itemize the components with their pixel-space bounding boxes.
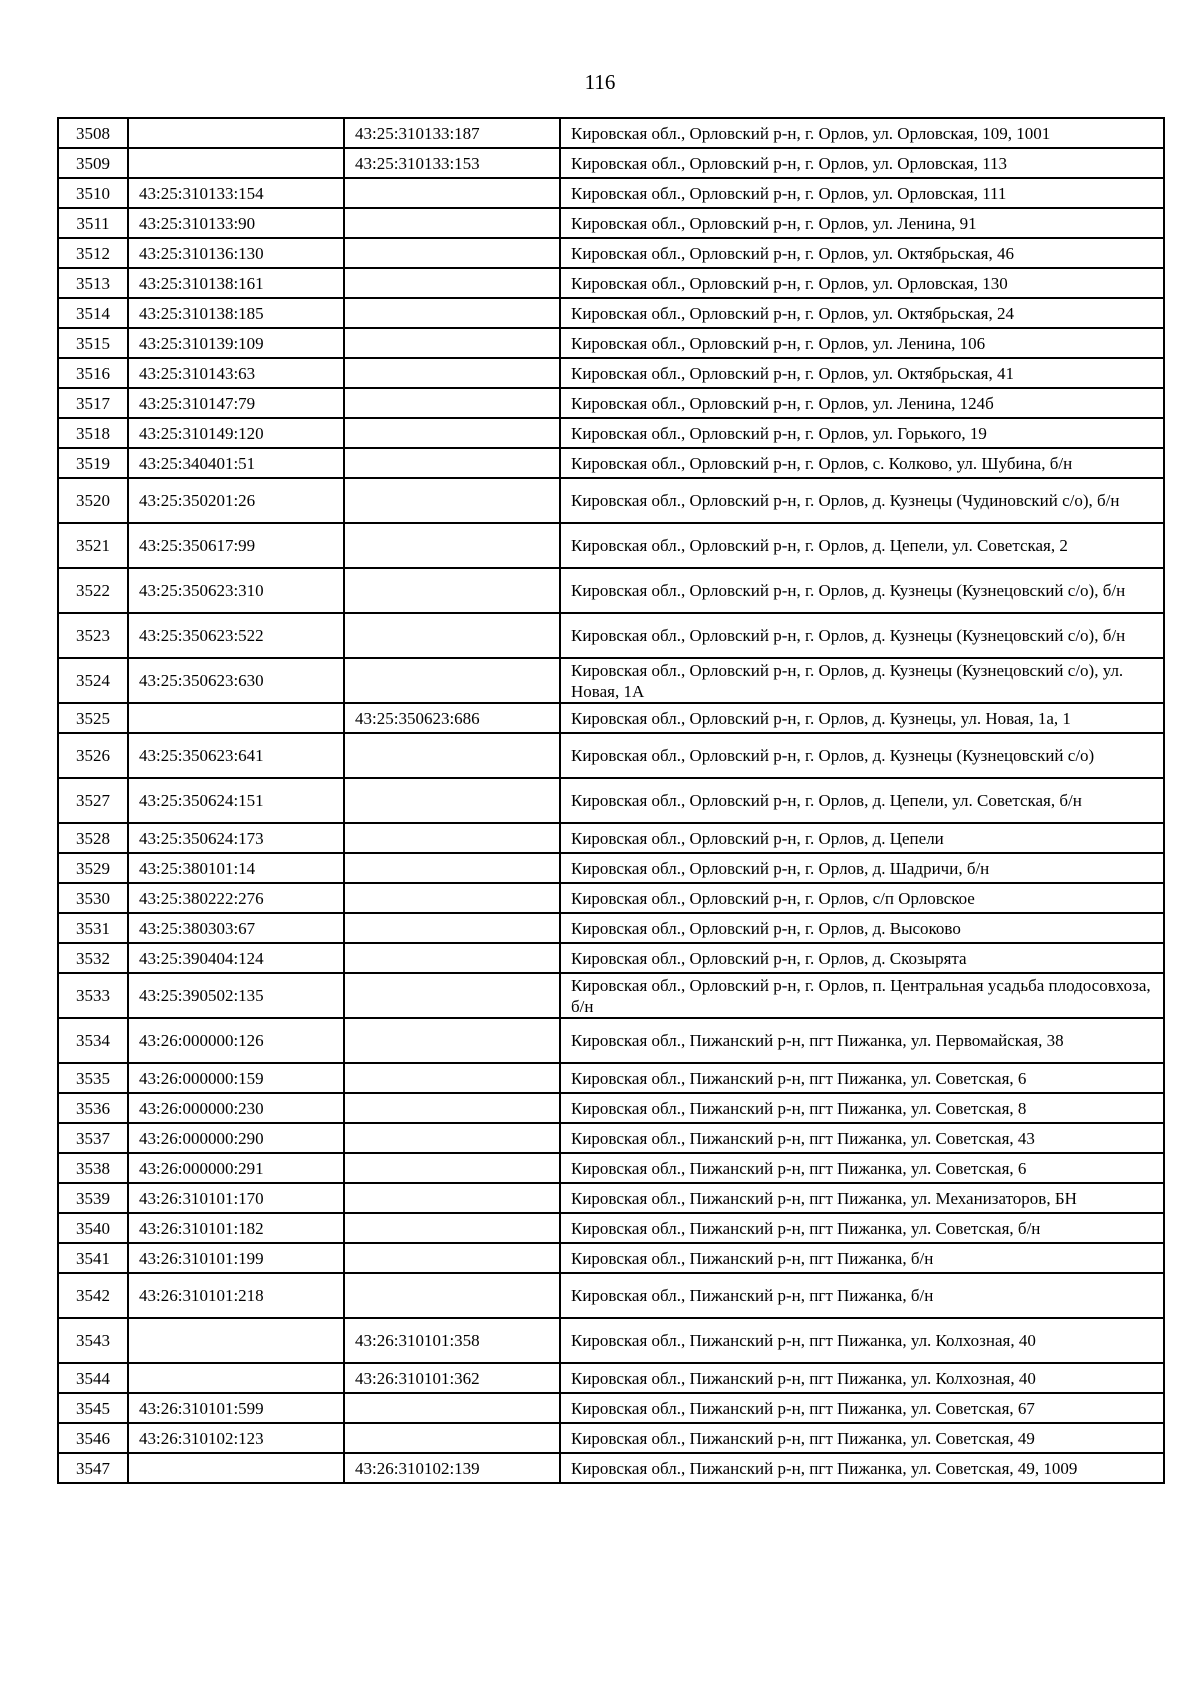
cadastral-number-alt-cell (344, 658, 560, 703)
table-row (58, 1213, 1164, 1243)
cadastral-number-cell: 43:25:310139:109 (128, 328, 344, 358)
cadastral-number-cell: 43:25:310143:63 (128, 358, 344, 388)
row-number-cell: 3514 (58, 298, 128, 328)
row-number-cell: 3533 (58, 973, 128, 1018)
cadastral-number-cell: 43:25:350623:641 (128, 733, 344, 778)
cadastral-number-alt-cell (344, 298, 560, 328)
cadastral-number-alt-cell: 43:25:310133:153 (344, 148, 560, 178)
row-number-cell: 3547 (58, 1453, 128, 1483)
cadastral-number-cell: 43:25:350623:630 (128, 658, 344, 703)
cadastral-number-alt-cell: 43:26:310101:358 (344, 1318, 560, 1363)
table-row (58, 298, 1164, 328)
cadastral-number-alt-cell (344, 178, 560, 208)
row-number-cell: 3511 (58, 208, 128, 238)
cadastral-number-alt-cell (344, 1018, 560, 1063)
table-row (58, 778, 1164, 823)
cadastral-number-alt-cell (344, 478, 560, 523)
address-cell: Кировская обл., Орловский р-н, г. Орлов, д. Шадричи, б/н (560, 853, 1164, 883)
row-number-cell: 3526 (58, 733, 128, 778)
row-number-cell: 3520 (58, 478, 128, 523)
address-cell: Кировская обл., Пижанский р-н, пгт Пижанка, ул. Советская, 6 (560, 1153, 1164, 1183)
address-cell: Кировская обл., Орловский р-н, г. Орлов, д. Цепели, ул. Советская, б/н (560, 778, 1164, 823)
cadastral-number-alt-cell (344, 388, 560, 418)
row-number-cell: 3518 (58, 418, 128, 448)
cadastral-number-cell: 43:26:310101:170 (128, 1183, 344, 1213)
cadastral-number-cell: 43:25:390502:135 (128, 973, 344, 1018)
row-number-cell: 3537 (58, 1123, 128, 1153)
cadastral-number-cell: 43:26:000000:291 (128, 1153, 344, 1183)
cadastral-number-cell (128, 1363, 344, 1393)
row-number-cell: 3515 (58, 328, 128, 358)
address-cell: Кировская обл., Орловский р-н, г. Орлов, ул. Октябрьская, 24 (560, 298, 1164, 328)
address-cell: Кировская обл., Пижанский р-н, пгт Пижанка, ул. Советская, 49, 1009 (560, 1453, 1164, 1483)
table-row (58, 1018, 1164, 1063)
table-row (58, 178, 1164, 208)
cadastral-number-cell: 43:25:390404:124 (128, 943, 344, 973)
cadastral-number-cell: 43:25:350201:26 (128, 478, 344, 523)
cadastral-number-cell: 43:25:350623:522 (128, 613, 344, 658)
address-cell: Кировская обл., Орловский р-н, г. Орлов, д. Кузнецы (Чудиновский с/о), б/н (560, 478, 1164, 523)
cadastral-number-cell: 43:25:310136:130 (128, 238, 344, 268)
table-row (58, 1153, 1164, 1183)
cadastral-number-alt-cell (344, 448, 560, 478)
cadastral-number-alt-cell: 43:25:310133:187 (344, 118, 560, 148)
cadastral-number-alt-cell (344, 268, 560, 298)
address-cell: Кировская обл., Орловский р-н, г. Орлов, д. Кузнецы, ул. Новая, 1а, 1 (560, 703, 1164, 733)
table-row (58, 478, 1164, 523)
cadastral-number-cell: 43:25:350624:151 (128, 778, 344, 823)
cadastral-number-cell: 43:25:350617:99 (128, 523, 344, 568)
cadastral-number-cell: 43:25:380101:14 (128, 853, 344, 883)
cadastral-number-cell: 43:25:350623:310 (128, 568, 344, 613)
table-row (58, 1123, 1164, 1153)
row-number-cell: 3544 (58, 1363, 128, 1393)
address-cell: Кировская обл., Пижанский р-н, пгт Пижанка, б/н (560, 1243, 1164, 1273)
table-row (58, 118, 1164, 148)
cadastral-number-alt-cell (344, 823, 560, 853)
address-cell: Кировская обл., Орловский р-н, г. Орлов, ул. Ленина, 106 (560, 328, 1164, 358)
registry-table (57, 117, 1165, 1484)
cadastral-number-cell (128, 1453, 344, 1483)
table-row (58, 1423, 1164, 1453)
cadastral-number-alt-cell (344, 1183, 560, 1213)
cadastral-number-cell: 43:26:310101:218 (128, 1273, 344, 1318)
address-cell: Кировская обл., Орловский р-н, г. Орлов, д. Скозырята (560, 943, 1164, 973)
cadastral-number-alt-cell (344, 1243, 560, 1273)
table-row (58, 523, 1164, 568)
address-cell: Кировская обл., Пижанский р-н, пгт Пижанка, ул. Советская, 67 (560, 1393, 1164, 1423)
table-row (58, 388, 1164, 418)
cadastral-number-alt-cell (344, 358, 560, 388)
table-row (58, 208, 1164, 238)
cadastral-number-cell: 43:26:310101:199 (128, 1243, 344, 1273)
cadastral-number-alt-cell (344, 523, 560, 568)
address-cell: Кировская обл., Орловский р-н, г. Орлов, ул. Горького, 19 (560, 418, 1164, 448)
cadastral-number-cell: 43:25:310133:154 (128, 178, 344, 208)
address-cell: Кировская обл., Пижанский р-н, пгт Пижанка, ул. Советская, 49 (560, 1423, 1164, 1453)
table-row (58, 148, 1164, 178)
address-cell: Кировская обл., Орловский р-н, г. Орлов, с. Колково, ул. Шубина, б/н (560, 448, 1164, 478)
table-row (58, 418, 1164, 448)
row-number-cell: 3527 (58, 778, 128, 823)
cadastral-number-cell: 43:26:000000:126 (128, 1018, 344, 1063)
row-number-cell: 3546 (58, 1423, 128, 1453)
cadastral-number-alt-cell (344, 913, 560, 943)
row-number-cell: 3541 (58, 1243, 128, 1273)
cadastral-number-cell: 43:25:310149:120 (128, 418, 344, 448)
cadastral-number-alt-cell (344, 1153, 560, 1183)
row-number-cell: 3519 (58, 448, 128, 478)
row-number-cell: 3535 (58, 1063, 128, 1093)
cadastral-number-alt-cell (344, 613, 560, 658)
cadastral-number-alt-cell (344, 1423, 560, 1453)
table-row (58, 448, 1164, 478)
row-number-cell: 3545 (58, 1393, 128, 1423)
table-row (58, 268, 1164, 298)
address-cell: Кировская обл., Пижанский р-н, пгт Пижанка, ул. Колхозная, 40 (560, 1318, 1164, 1363)
cadastral-number-alt-cell: 43:25:350623:686 (344, 703, 560, 733)
table-row (58, 703, 1164, 733)
cadastral-number-cell (128, 703, 344, 733)
table-row (58, 733, 1164, 778)
cadastral-number-cell (128, 148, 344, 178)
table-row (58, 973, 1164, 1018)
cadastral-number-cell: 43:26:310101:182 (128, 1213, 344, 1243)
cadastral-number-alt-cell (344, 208, 560, 238)
row-number-cell: 3536 (58, 1093, 128, 1123)
cadastral-number-cell: 43:26:310101:599 (128, 1393, 344, 1423)
cadastral-number-cell (128, 118, 344, 148)
address-cell: Кировская обл., Орловский р-н, г. Орлов, ул. Октябрьская, 46 (560, 238, 1164, 268)
cadastral-number-cell: 43:25:310147:79 (128, 388, 344, 418)
address-cell: Кировская обл., Орловский р-н, г. Орлов, д. Кузнецы (Кузнецовский с/о), б/н (560, 568, 1164, 613)
row-number-cell: 3529 (58, 853, 128, 883)
cadastral-number-alt-cell (344, 778, 560, 823)
cadastral-number-cell: 43:25:340401:51 (128, 448, 344, 478)
row-number-cell: 3542 (58, 1273, 128, 1318)
cadastral-number-alt-cell (344, 853, 560, 883)
cadastral-number-cell: 43:25:380303:67 (128, 913, 344, 943)
address-cell: Кировская обл., Орловский р-н, г. Орлов, д. Кузнецы (Кузнецовский с/о), ул. Новая, 1А (560, 658, 1164, 703)
cadastral-number-alt-cell (344, 973, 560, 1018)
table-row (58, 1243, 1164, 1273)
cadastral-number-alt-cell (344, 883, 560, 913)
address-cell: Кировская обл., Орловский р-н, г. Орлов, ул. Орловская, 113 (560, 148, 1164, 178)
cadastral-number-alt-cell (344, 1123, 560, 1153)
address-cell: Кировская обл., Орловский р-н, г. Орлов, ул. Ленина, 91 (560, 208, 1164, 238)
table-row (58, 328, 1164, 358)
cadastral-number-alt-cell (344, 238, 560, 268)
address-cell: Кировская обл., Пижанский р-н, пгт Пижанка, ул. Советская, 43 (560, 1123, 1164, 1153)
cadastral-number-alt-cell (344, 733, 560, 778)
cadastral-number-cell: 43:25:380222:276 (128, 883, 344, 913)
table-row (58, 1063, 1164, 1093)
cadastral-number-cell: 43:25:350624:173 (128, 823, 344, 853)
row-number-cell: 3516 (58, 358, 128, 388)
row-number-cell: 3534 (58, 1018, 128, 1063)
address-cell: Кировская обл., Пижанский р-н, пгт Пижанка, ул. Советская, 8 (560, 1093, 1164, 1123)
row-number-cell: 3512 (58, 238, 128, 268)
cadastral-number-alt-cell (344, 1273, 560, 1318)
address-cell: Кировская обл., Орловский р-н, г. Орлов, д. Высоково (560, 913, 1164, 943)
cadastral-number-cell: 43:25:310138:161 (128, 268, 344, 298)
table-row (58, 943, 1164, 973)
row-number-cell: 3539 (58, 1183, 128, 1213)
page-number: 116 (584, 70, 616, 94)
cadastral-number-alt-cell (344, 943, 560, 973)
registry-table-body (58, 118, 1164, 1483)
cadastral-number-cell: 43:25:310133:90 (128, 208, 344, 238)
table-row (58, 1183, 1164, 1213)
row-number-cell: 3521 (58, 523, 128, 568)
address-cell: Кировская обл., Пижанский р-н, пгт Пижанка, ул. Механизаторов, БН (560, 1183, 1164, 1213)
cadastral-number-alt-cell: 43:26:310101:362 (344, 1363, 560, 1393)
address-cell: Кировская обл., Пижанский р-н, пгт Пижанка, б/н (560, 1273, 1164, 1318)
address-cell: Кировская обл., Орловский р-н, г. Орлов, д. Кузнецы (Кузнецовский с/о), б/н (560, 613, 1164, 658)
address-cell: Кировская обл., Пижанский р-н, пгт Пижанка, ул. Советская, 6 (560, 1063, 1164, 1093)
row-number-cell: 3540 (58, 1213, 128, 1243)
address-cell: Кировская обл., Орловский р-н, г. Орлов, с/п Орловское (560, 883, 1164, 913)
table-row (58, 358, 1164, 388)
table-row (58, 823, 1164, 853)
cadastral-number-cell: 43:26:000000:159 (128, 1063, 344, 1093)
address-cell: Кировская обл., Пижанский р-н, пгт Пижанка, ул. Первомайская, 38 (560, 1018, 1164, 1063)
row-number-cell: 3525 (58, 703, 128, 733)
cadastral-number-alt-cell (344, 568, 560, 613)
cadastral-number-alt-cell (344, 1093, 560, 1123)
table-row (58, 568, 1164, 613)
address-cell: Кировская обл., Орловский р-н, г. Орлов, ул. Октябрьская, 41 (560, 358, 1164, 388)
cadastral-number-alt-cell (344, 1393, 560, 1423)
table-row (58, 613, 1164, 658)
address-cell: Кировская обл., Орловский р-н, г. Орлов, ул. Орловская, 109, 1001 (560, 118, 1164, 148)
table-row (58, 238, 1164, 268)
cadastral-number-cell: 43:26:000000:230 (128, 1093, 344, 1123)
row-number-cell: 3517 (58, 388, 128, 418)
row-number-cell: 3513 (58, 268, 128, 298)
row-number-cell: 3509 (58, 148, 128, 178)
table-row (58, 1453, 1164, 1483)
address-cell: Кировская обл., Орловский р-н, г. Орлов, ул. Ленина, 124б (560, 388, 1164, 418)
cadastral-number-alt-cell (344, 328, 560, 358)
row-number-cell: 3543 (58, 1318, 128, 1363)
table-row (58, 658, 1164, 703)
cadastral-number-cell: 43:26:000000:290 (128, 1123, 344, 1153)
table-row (58, 853, 1164, 883)
row-number-cell: 3532 (58, 943, 128, 973)
row-number-cell: 3538 (58, 1153, 128, 1183)
table-row (58, 1393, 1164, 1423)
table-row (58, 1318, 1164, 1363)
table-row (58, 1363, 1164, 1393)
row-number-cell: 3522 (58, 568, 128, 613)
address-cell: Кировская обл., Пижанский р-н, пгт Пижанка, ул. Колхозная, 40 (560, 1363, 1164, 1393)
table-row (58, 1093, 1164, 1123)
row-number-cell: 3530 (58, 883, 128, 913)
cadastral-number-alt-cell (344, 418, 560, 448)
table-row (58, 883, 1164, 913)
address-cell: Кировская обл., Орловский р-н, г. Орлов, д. Цепели (560, 823, 1164, 853)
address-cell: Кировская обл., Пижанский р-н, пгт Пижанка, ул. Советская, б/н (560, 1213, 1164, 1243)
address-cell: Кировская обл., Орловский р-н, г. Орлов, д. Цепели, ул. Советская, 2 (560, 523, 1164, 568)
table-row (58, 1273, 1164, 1318)
row-number-cell: 3531 (58, 913, 128, 943)
cadastral-number-cell: 43:25:310138:185 (128, 298, 344, 328)
row-number-cell: 3508 (58, 118, 128, 148)
cadastral-number-alt-cell (344, 1063, 560, 1093)
cadastral-number-alt-cell: 43:26:310102:139 (344, 1453, 560, 1483)
address-cell: Кировская обл., Орловский р-н, г. Орлов, д. Кузнецы (Кузнецовский с/о) (560, 733, 1164, 778)
cadastral-number-cell: 43:26:310102:123 (128, 1423, 344, 1453)
table-row (58, 913, 1164, 943)
cadastral-number-alt-cell (344, 1213, 560, 1243)
address-cell: Кировская обл., Орловский р-н, г. Орлов, ул. Орловская, 130 (560, 268, 1164, 298)
row-number-cell: 3528 (58, 823, 128, 853)
row-number-cell: 3524 (58, 658, 128, 703)
row-number-cell: 3510 (58, 178, 128, 208)
cadastral-number-cell (128, 1318, 344, 1363)
address-cell: Кировская обл., Орловский р-н, г. Орлов, п. Центральная усадьба плодосовхоза, б/н (560, 973, 1164, 1018)
row-number-cell: 3523 (58, 613, 128, 658)
address-cell: Кировская обл., Орловский р-н, г. Орлов, ул. Орловская, 111 (560, 178, 1164, 208)
